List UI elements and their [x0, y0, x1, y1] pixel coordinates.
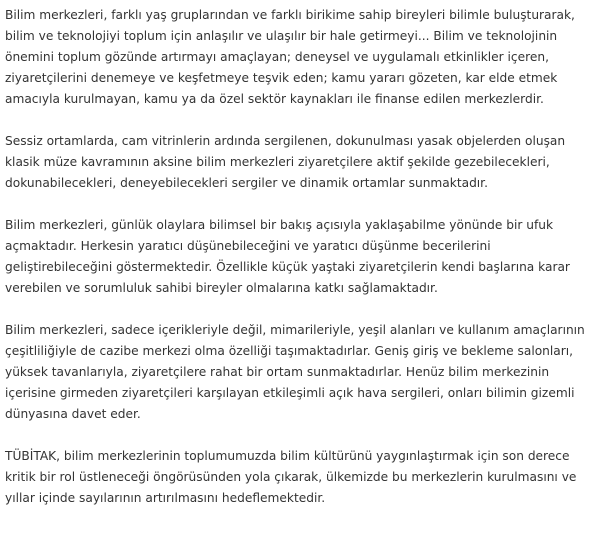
paragraph-benefits: Bilim merkezleri, günlük olaylara bilimsel bir bakış açısıyla yaklaşabilme yönünde bir ufuk açmaktadır. Herkesin yaratıcı düşünebileceğini ve yaratıcı düşünme becerilerini geliştirebileceğini göstermektedir. Özellikle küçük yaştaki ziyaretçilerin kendi başlarına karar verebilen ve sorumluluk sahibi bireyler olmalarına katkı sağlamaktadır. — [5, 218, 570, 295]
paragraph-tubitak: TÜBİTAK, bilim merkezlerinin toplumumuzda bilim kültürünü yaygınlaştırmak için son derece kritik bir rol üstleneceği öngörüsünden yola çıkarak, ülkemizde bu merkezlerin kurulmasını ve yıllar içinde sayılarının artırılmasını hedeflemektedir. — [5, 449, 577, 505]
paragraph-architecture: Bilim merkezleri, sadece içerikleriyle değil, mimarileriyle, yeşil alanları ve kullanım amaçlarının çeşitliliğiyle de cazibe merkezi olma özelliği taşımaktadırlar. Geniş giriş ve bekleme salonları, yüksek tavanlarıyla, ziyaretçilere rahat bir ortam sunmaktadırlar. Henüz bilim merkezinin içerisine girmeden ziyaretçileri karşılayan etkileşimli açık hava sergileri, onları bilimin gizemli dünyasına davet eder. — [5, 323, 585, 421]
paragraph-museum-contrast: Sessiz ortamlarda, cam vitrinlerin ardında sergilenen, dokunulması yasak objelerden oluşan klasik müze kavramının aksine bilim merkezleri ziyaretçilere aktif şekilde gezebilecekleri, dokunabilecekleri, deneyebilecekleri sergiler ve dinamik ortamlar sunmaktadır. — [5, 134, 566, 190]
article-body — [5, 5, 585, 509]
paragraph-definition: Bilim merkezleri, farklı yaş gruplarından ve farklı birikime sahip bireyleri bilimle buluşturarak, bilim ve teknolojiyi toplum için anlaşılır ve ulaşılır bir hale getirmeyi... Bilim ve teknolojinin önemini toplum gözünde artırmayı amaçlayan; deneysel ve uygulamalı etkinlikler içeren, ziyaretçilerini denemeye ve keşfetmeye teşvik eden; kamu yararı gözeten, kar elde etmek amacıyla kurulmayan, kamu ya da özel sektör kaynakları ile finanse edilen merkezlerdir. — [5, 8, 575, 106]
